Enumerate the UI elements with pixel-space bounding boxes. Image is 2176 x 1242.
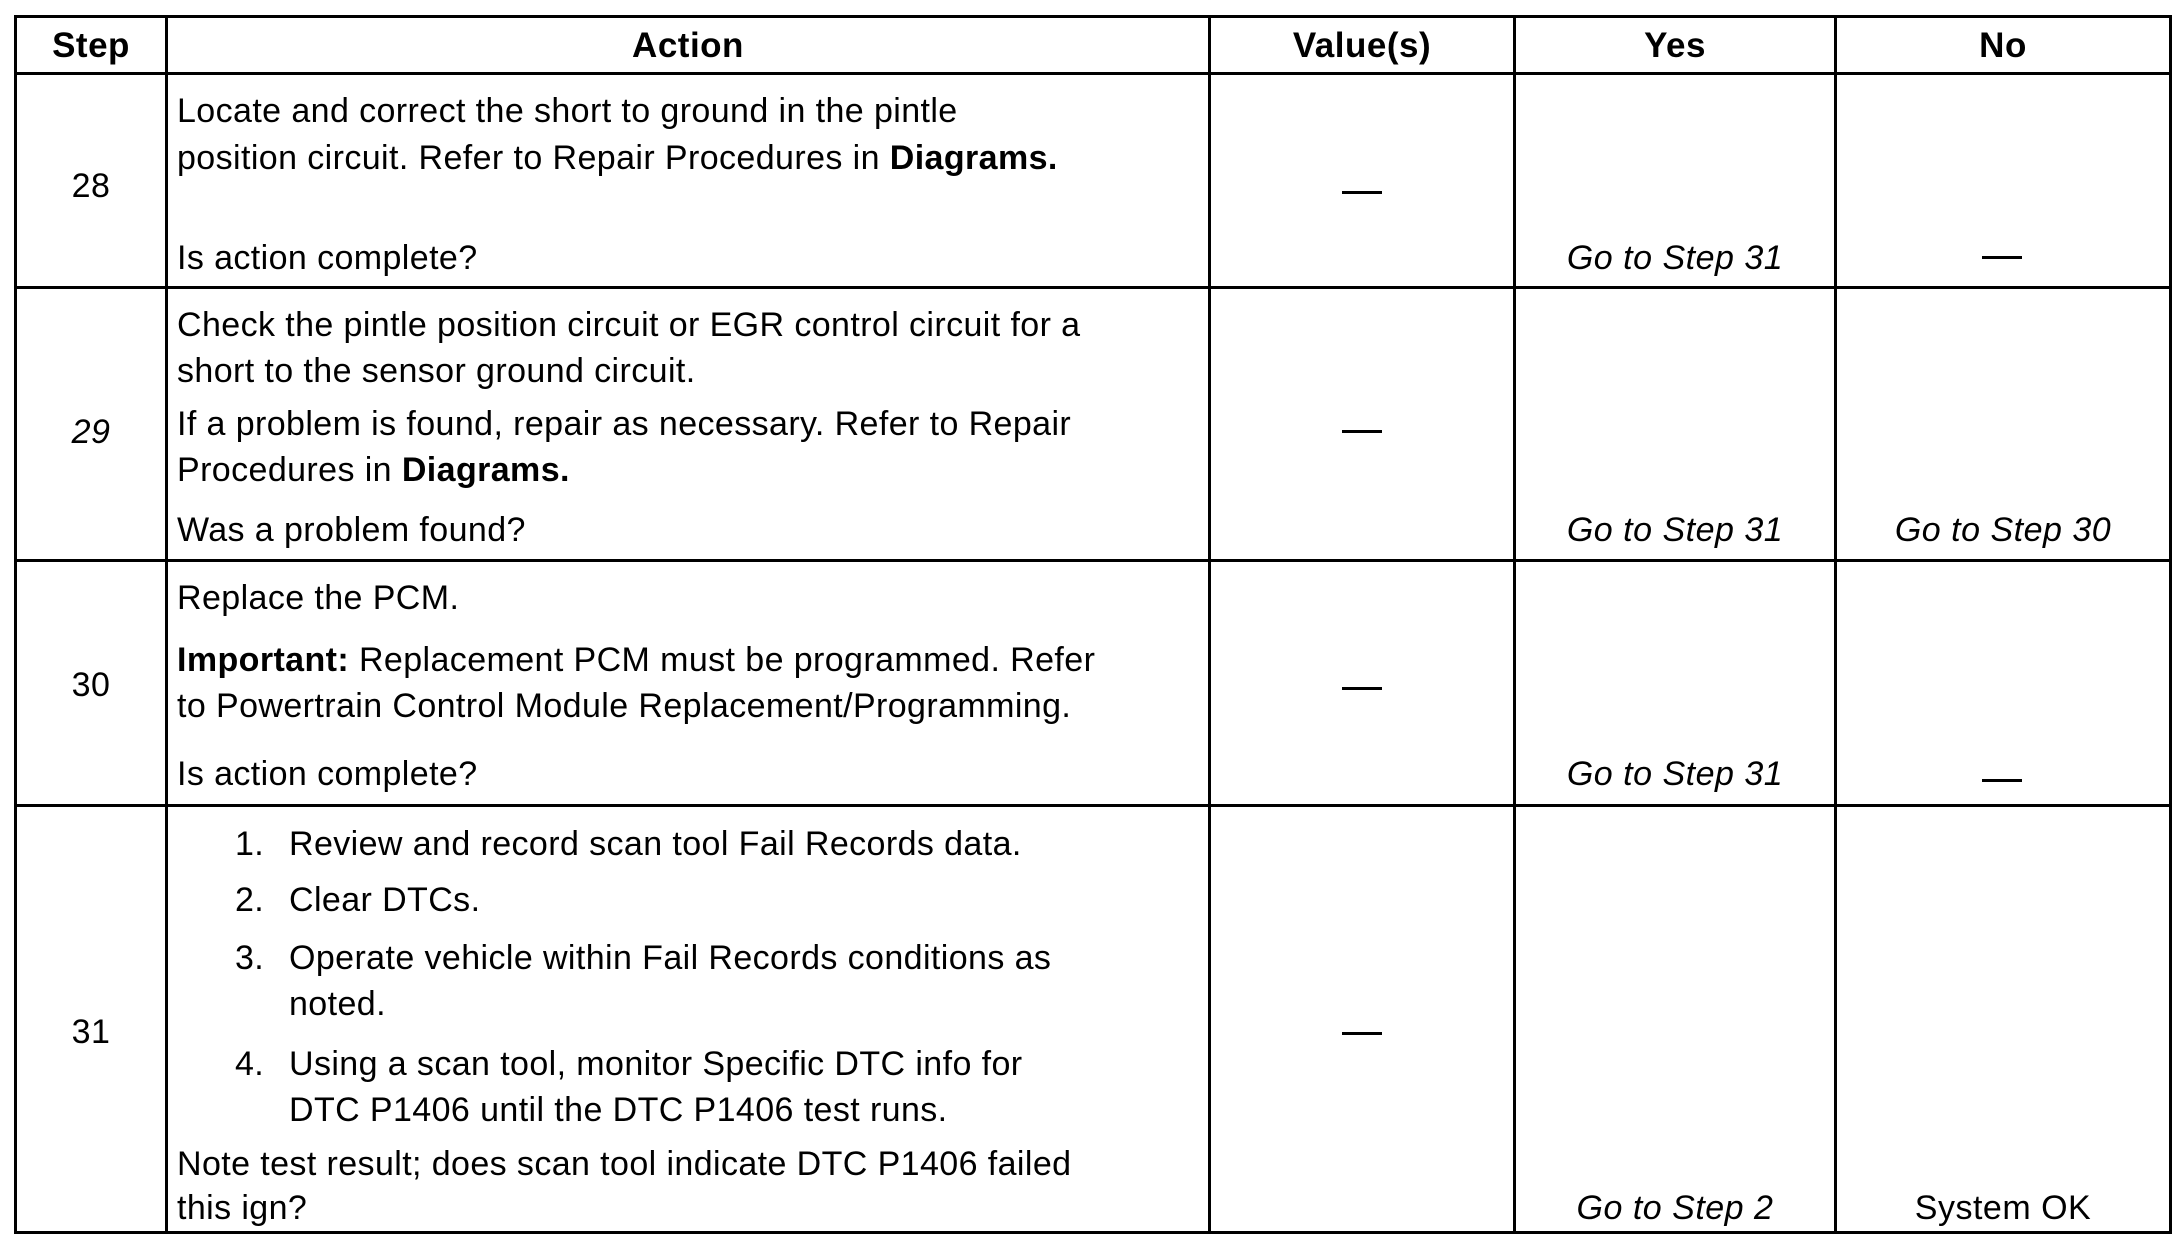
action-question: Is action complete? — [177, 239, 478, 277]
list-text: Review and record scan tool Fail Records data. — [289, 825, 1022, 863]
list-text: Operate vehicle within Fail Records conditions as — [289, 939, 1052, 977]
action-text: If a problem is found, repair as necessary. Refer to Repair — [177, 405, 1072, 443]
action-question: Was a problem found? — [177, 511, 526, 549]
no-result: Go to Step 30 — [1894, 511, 2112, 549]
row-divider — [17, 286, 2169, 289]
step-number: 30 — [71, 666, 111, 704]
diagrams-reference: Diagrams. — [401, 451, 570, 489]
action-text-part: Replacement PCM must be programmed. Refer — [358, 641, 1096, 679]
list-number: 1. — [235, 825, 265, 863]
important-label: Important: — [177, 641, 350, 679]
no-dash — [1982, 256, 2022, 259]
value-dash — [1342, 430, 1382, 433]
action-text: to Powertrain Control Module Replacement/Programming. — [177, 687, 1072, 725]
yes-result: Go to Step 31 — [1566, 511, 1784, 549]
header-action: Action — [632, 26, 744, 65]
action-text — [177, 135, 1227, 181]
value-dash — [1342, 1032, 1382, 1035]
value-dash — [1342, 191, 1382, 194]
action-text-part: position circuit. Refer to Repair Procedures in — [177, 139, 880, 177]
column-divider — [1513, 18, 1516, 1231]
no-result: System OK — [1914, 1189, 2092, 1227]
value-dash — [1342, 687, 1382, 690]
step-number: 31 — [71, 1013, 111, 1051]
action-question: this ign? — [177, 1189, 308, 1227]
yes-result: Go to Step 31 — [1566, 755, 1784, 793]
diagrams-reference: Diagrams. — [889, 139, 1058, 177]
header-values: Value(s) — [1292, 26, 1432, 65]
header-step: Step — [52, 26, 130, 65]
list-number: 3. — [235, 939, 265, 977]
action-text — [177, 637, 1227, 683]
yes-result: Go to Step 31 — [1566, 239, 1784, 277]
row-divider — [17, 559, 2169, 562]
no-dash — [1982, 779, 2022, 782]
list-item — [235, 821, 1022, 867]
action-text-part: Procedures in — [177, 451, 392, 489]
column-divider — [1834, 18, 1837, 1231]
action-question: Is action complete? — [177, 755, 478, 793]
action-text — [177, 447, 1227, 493]
list-text: Using a scan tool, monitor Specific DTC info for — [289, 1045, 1023, 1083]
list-text: Clear DTCs. — [289, 881, 481, 919]
column-divider — [1208, 18, 1211, 1231]
header-divider — [17, 72, 2169, 75]
list-item — [235, 1041, 1022, 1087]
row-divider — [17, 804, 2169, 807]
list-item-continuation — [289, 1087, 948, 1133]
step-number: 29 — [71, 413, 111, 451]
action-text: Replace the PCM. — [177, 579, 460, 617]
diagnostic-table — [14, 15, 2172, 1234]
action-text: Locate and correct the short to ground in the pintle — [177, 92, 958, 130]
list-number: 4. — [235, 1045, 265, 1083]
action-text: short to the sensor ground circuit. — [177, 352, 696, 390]
list-item-continuation — [289, 981, 386, 1027]
list-item — [235, 877, 480, 923]
action-text: Note test result; does scan tool indicate DTC P1406 failed — [177, 1145, 1072, 1183]
yes-result: Go to Step 2 — [1576, 1189, 1774, 1227]
list-text: noted. — [289, 985, 386, 1023]
list-number: 2. — [235, 881, 265, 919]
action-text: Check the pintle position circuit or EGR control circuit for a — [177, 306, 1081, 344]
list-item — [235, 935, 1051, 981]
header-yes: Yes — [1644, 26, 1706, 65]
list-text: DTC P1406 until the DTC P1406 test runs. — [289, 1091, 948, 1129]
step-number: 28 — [71, 167, 111, 205]
column-divider — [165, 18, 168, 1231]
header-no: No — [1979, 26, 2027, 65]
